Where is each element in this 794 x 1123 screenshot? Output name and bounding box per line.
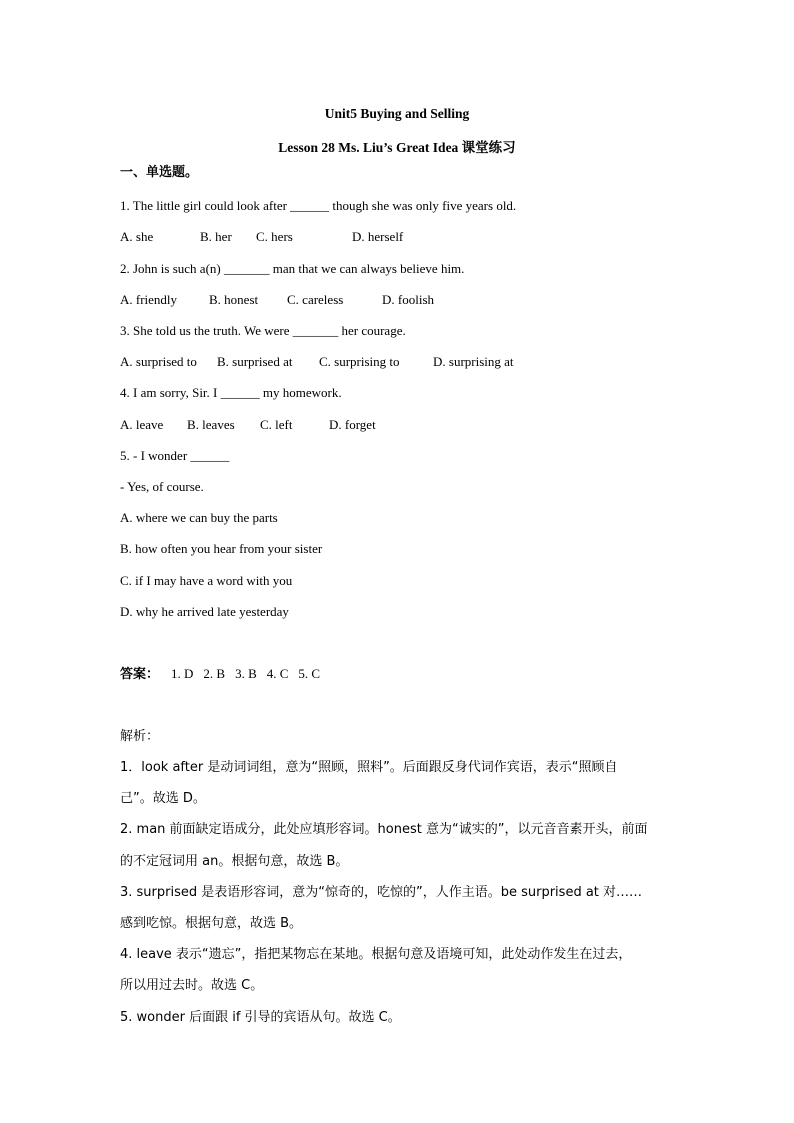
option-a: A. leave — [120, 417, 164, 432]
question-3-stem: 3. She told us the truth. We were _______ her courage. — [120, 323, 406, 338]
explanation-line: 4. leave 表示“遗忘”，指把某物忘在某地。根据句意及语境可知，此处动作发生在过去， — [120, 947, 632, 962]
answer-item: 2. B — [203, 666, 226, 681]
answer-item: 4. C — [266, 666, 289, 681]
option-d: D. forget — [329, 417, 376, 432]
option-b: B. leaves — [187, 417, 235, 432]
document-title: Unit5 Buying and Selling — [324, 106, 470, 121]
answer-item: 5. C — [298, 666, 321, 681]
question-4-stem: 4. I am sorry, Sir. I ______ my homework. — [120, 385, 342, 400]
explanation-label: 解析： — [120, 729, 160, 744]
option-c: C. surprising to — [319, 354, 400, 369]
answer-label: 答案： — [120, 667, 160, 682]
option-c: C. left — [260, 417, 293, 432]
section-heading: 一、单选题。 — [120, 165, 199, 180]
option-a: A. friendly — [120, 292, 178, 307]
explanation-line: 己”。故选 D。 — [120, 791, 206, 806]
answer-key — [120, 667, 320, 681]
question-5-option-d: D. why he arrived late yesterday — [120, 604, 289, 619]
explanation-line: 5. wonder 后面跟 if 引导的宾语从句。故选 C。 — [120, 1010, 401, 1025]
explanation-line: 3. surprised 是表语形容词，意为“惊奇的，吃惊的”，人作主语。be surprised at 对…… — [120, 885, 643, 900]
option-a: A. surprised to — [120, 354, 197, 369]
option-b: B. honest — [209, 292, 259, 307]
answer-item: 1. D — [171, 666, 194, 681]
explanation-line: 所以用过去时。故选 C。 — [120, 978, 264, 993]
explanation-line: 感到吃惊。根据句意，故选 B。 — [120, 916, 303, 931]
question-5-option-a: A. where we can buy the parts — [120, 510, 278, 525]
question-2-stem: 2. John is such a(n) _______ man that we can always believe him. — [120, 261, 465, 276]
question-5-response: - Yes, of course. — [120, 479, 204, 494]
option-a: A. she — [120, 229, 154, 244]
answer-item: 3. B — [235, 666, 257, 681]
option-c: C. hers — [256, 229, 293, 244]
option-c: C. careless — [287, 292, 344, 307]
question-1-options — [120, 230, 403, 243]
question-4-options — [120, 418, 376, 431]
option-b: B. her — [200, 229, 232, 244]
explanation-line: 的不定冠词用 an。根据句意，故选 B。 — [120, 854, 349, 869]
option-d: D. herself — [352, 229, 404, 244]
question-1-stem: 1. The little girl could look after ______ though she was only five years old. — [120, 198, 517, 213]
lesson-subtitle: Lesson 28 Ms. Liu’s Great Idea 课堂练习 — [278, 140, 516, 155]
option-b: B. surprised at — [217, 354, 293, 369]
question-5-option-b: B. how often you hear from your sister — [120, 541, 323, 556]
question-2-options — [120, 293, 434, 306]
question-5-option-c: C. if I may have a word with you — [120, 573, 293, 588]
option-d: D. surprising at — [433, 354, 514, 369]
question-3-options — [120, 355, 514, 368]
explanation-line: 2. man 前面缺定语成分，此处应填形容词。honest 意为“诚实的”，以元音音素开头，前面 — [120, 822, 648, 837]
option-d: D. foolish — [382, 292, 434, 307]
question-5-stem: 5. - I wonder ______ — [120, 448, 230, 463]
explanation-line: 1．look after 是动词词组，意为“照顾，照料”。后面跟反身代词作宾语，表示“照顾自 — [120, 760, 618, 775]
